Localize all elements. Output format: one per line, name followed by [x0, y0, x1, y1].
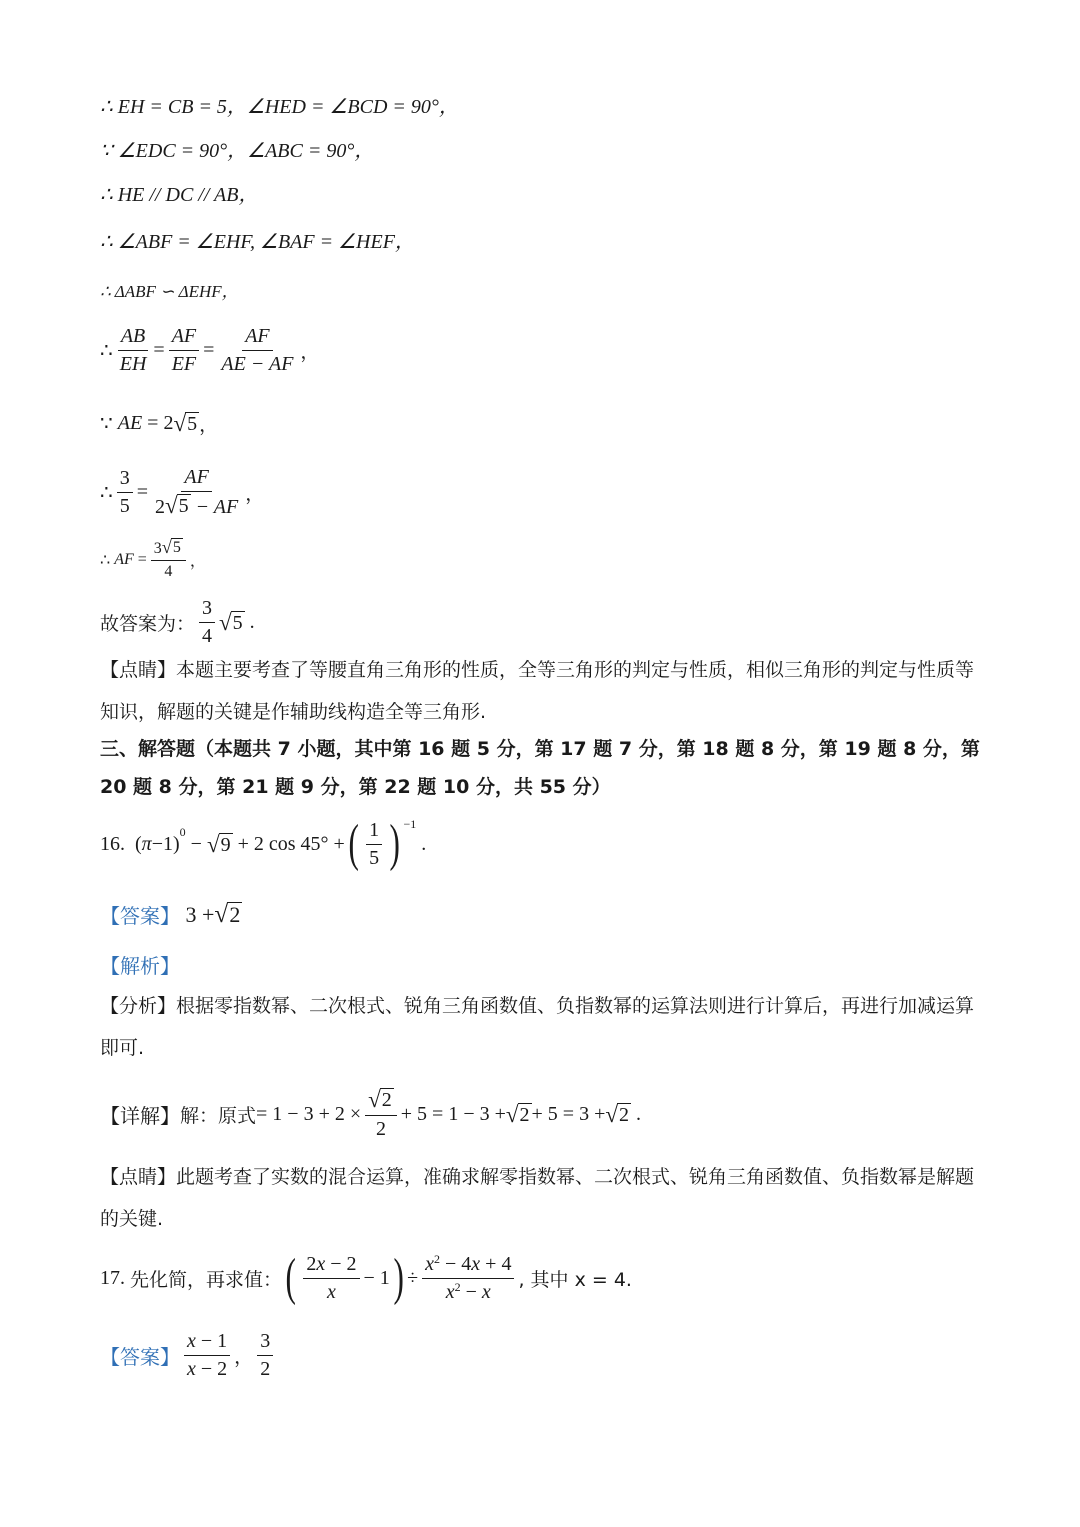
sqrt-5-final: √ 5 — [219, 610, 243, 635]
comment-paragraph-1 — [100, 649, 980, 733]
fraction-ab-eh: $\frac{AB}{EH}$ — [119, 325, 147, 375]
fraction-1-5: $\frac{1}{5}$ — [366, 819, 382, 870]
question-number: 16. — [100, 832, 125, 855]
proof-line-9: ∴ AF = 3 √ 5 4 ， — [100, 537, 206, 581]
proof-line-6-ratio: ∴ $\frac{AB}{EH}$ = $\frac{AF}{EF}$ = $\frac{AF}{AE - AF}$ ， — [100, 325, 320, 375]
proof-line-4 — [100, 225, 415, 254]
comment-text-2: 此题考查了实数的混合运算，准确求解零指数幂、二次根式、锐角三角函数值、负指数幂是解题的关键. — [100, 1166, 975, 1230]
fraction-x-1-x-2: $\frac{x - 1}{x - 2}$ — [184, 1330, 230, 1381]
proof-line-5 — [100, 277, 239, 302]
question-number-17: 17. — [100, 1266, 125, 1289]
proof-line-1 — [100, 90, 459, 119]
fraction-sqrt2-2: √ 2 2 — [365, 1088, 397, 1141]
analysis-text: 根据零指数幂、二次根式、锐角三角函数值、负指数幂的运算法则进行计算后，再进行加减运算即可. — [100, 995, 975, 1059]
answer-prefix: 故答案为： — [100, 613, 196, 635]
solution-tag: 【解析】 — [100, 954, 180, 978]
proof-text-4: ∴ ∠ABF = ∠EHF, ∠BAF = ∠HEF， — [100, 231, 415, 253]
detail-line: 【详解】 解：原式 = 1 − 3 + 2 × √ 2 2 + 5 = 1 − 3 + √ 2 + 5 = 3 + √ 2 . — [100, 1087, 641, 1140]
sqrt-5: √ 5 — [173, 411, 198, 436]
answer-tag: 【答案】 — [100, 904, 180, 928]
comment-paragraph-2 — [100, 1156, 980, 1240]
solution-heading — [100, 950, 180, 979]
analysis-paragraph — [100, 985, 980, 1069]
fraction-af-2sqrt5-af: AF 2 √ 5 − AF — [155, 466, 239, 518]
proof-text-2: ∵ ∠EDC = 90°，∠ABC = 90°， — [100, 140, 375, 162]
fraction-3-5: $\frac{3}{5}$ — [117, 467, 133, 518]
question-17-condition: , 其中 x = 4. — [518, 1268, 632, 1291]
final-answer-line: 故答案为： $\frac{3}{4}$ √ 5 . — [100, 597, 255, 647]
proof-line-8: ∴ $\frac{3}{5}$ = AF 2 √ 5 − AF ， — [100, 466, 265, 518]
fraction-3sqrt5-4: 3 √ 5 4 — [151, 538, 186, 582]
proof-line-7: ∵ AE = 2 √ 5 ， — [100, 411, 219, 436]
detail-tag: 【详解】 — [100, 1104, 180, 1128]
fraction-x2-4x-4-x2-x: $\frac{x^2 - 4x + 4}{x^2 - x}$ — [422, 1253, 514, 1304]
proof-line-2 — [100, 134, 374, 163]
question-17: 17. 先化简，再求值： ( $\frac{2x - 2}{x}$ − 1 ) ÷ $\frac{x^2 - 4x + 4}{x^2 - x}$ , 其中 x = 4. — [100, 1249, 632, 1306]
answer-16: 【答案】 3 + √ 2 — [100, 899, 241, 928]
proof-text-3: ∴ HE // DC // AB， — [100, 184, 259, 206]
fraction-3-2: $\frac{3}{2}$ — [257, 1330, 273, 1381]
fraction-af-ae-af: $\frac{AF}{AE - AF}$ — [221, 325, 294, 375]
comment-tag-2: 【点睛】 — [100, 1166, 177, 1188]
proof-text-1: ∴ EH = CB = 5，∠HED = ∠BCD = 90°， — [100, 96, 459, 118]
detail-text: 解：原式 — [180, 1105, 257, 1127]
analysis-tag: 【分析】 — [100, 995, 177, 1017]
question-16: 16. ( π −1) 0 − √ 9 + 2 cos 45° + ( $\frac{1}{5}$ ) −1 . — [100, 815, 427, 872]
fraction-2x-2-x: $\frac{2x - 2}{x}$ — [303, 1253, 359, 1304]
section-heading-text: 三、解答题（本题共 7 小题，其中第 16 题 5 分，第 17 题 7 分，第 18 题 8 分，第 19 题 8 分，第 20 题 8 分，第 21 题 9 分，第 22 题 10 分，共 55 分） — [100, 738, 980, 798]
answer-tag-17: 【答案】 — [100, 1345, 180, 1369]
proof-text-5: ∴ ΔABF ∽ ΔEHF， — [100, 282, 239, 301]
therefore-symbol: ∴ — [100, 340, 113, 362]
fraction-3-4: $\frac{3}{4}$ — [199, 597, 215, 648]
comment-text: 本题主要考查了等腰直角三角形的性质，全等三角形的判定与性质，相似三角形的判定与性质等知识，解题的关键是作辅助线构造全等三角形. — [100, 659, 975, 723]
section-heading — [100, 730, 980, 806]
comment-tag: 【点睛】 — [100, 659, 177, 681]
answer-17: 【答案】 $\frac{x - 1}{x - 2}$ ， $\frac{3}{2}$ — [100, 1330, 277, 1381]
question-17-text: 先化简，再求值： — [130, 1268, 283, 1291]
proof-line-3 — [100, 178, 258, 207]
fraction-af-ef: $\frac{AF}{EF}$ — [169, 325, 199, 376]
